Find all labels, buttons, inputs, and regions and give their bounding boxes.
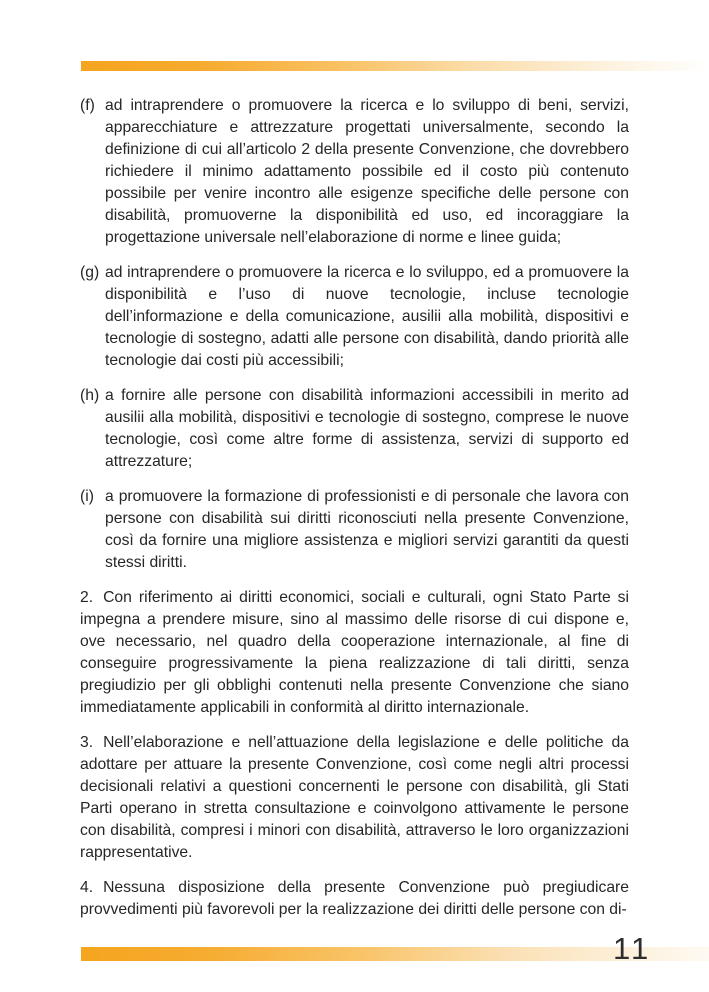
item-label: (g) (80, 264, 100, 281)
paragraph-number: 4. (80, 879, 94, 896)
top-decorative-bar (81, 61, 709, 71)
paragraph-number: 2. (80, 589, 94, 606)
item-text: ad intraprendere o promuovere la ricerca e lo sviluppo, ed a promuovere la disponibilità e l’uso di nuove tecnologie, incluse tecnologie dell’informazione e della comunicazione, ausilii alla mobilità, dispositivi e tecnologie di sostegno, adatti alle persone con disabilità, dando priorità alle tecnologie dai costi più accessibili; (105, 264, 629, 369)
item-text: a fornire alle persone con disabilità informazioni accessibili in merito ad ausilii alla mobilità, dispositivi e tecnologie di sostegno, comprese le nuove tecnologie, così come altre forme di assistenza, servizi di supporto ed attrezzature; (105, 387, 629, 470)
numbered-paragraph-4 (80, 877, 629, 921)
page-number: 11 (613, 931, 652, 966)
paragraph-number: 3. (80, 734, 94, 751)
numbered-paragraph-3 (80, 732, 629, 864)
item-label: (h) (80, 387, 100, 404)
lettered-item-h (80, 385, 629, 473)
lettered-item-i (80, 486, 629, 574)
paragraph-text: Nessuna disposizione della presente Convenzione può pregiudicare provvedimenti più favorevoli per la realizzazione dei diritti delle persone con di- (80, 879, 629, 918)
numbered-paragraph-2 (80, 587, 629, 719)
item-label: (f) (80, 97, 95, 114)
item-text: a promuovere la formazione di professionisti e di personale che lavora con persone con disabilità sui diritti riconosciuti nella presente Convenzione, così da fornire una migliore assistenza e migliori servizi garantiti da questi stessi diritti. (105, 488, 629, 571)
item-label: (i) (80, 488, 94, 505)
lettered-item-g (80, 262, 629, 372)
item-text: ad intraprendere o promuovere la ricerca e lo sviluppo di beni, servizi, apparecchiature e attrezzature progettati universalmente, secondo la definizione di cui all’articolo 2 della presente Convenzione, che dovrebbero richiedere il minimo adattamento possibile ed il costo più contenuto possibile per venire incontro alle esigenze specifiche delle persone con disabilità, promuoverne la disponibilità ed uso, ed incoraggiare la progettazione universale nell’elaborazione di norme e linee guida; (105, 97, 629, 246)
paragraph-text: Con riferimento ai diritti economici, sociali e culturali, ogni Stato Parte si impegna a prendere misure, sino al massimo delle risorse di cui dispone e, ove necessario, nel quadro della cooperazione internazionale, al fine di conseguire progressivamente la piena realizzazione di tali diritti, senza pregiudizio per gli obblighi contenuti nella presente Convenzione che siano immediatamente applicabili in conformità al diritto internazionale. (80, 589, 629, 716)
paragraph-text: Nell’elaborazione e nell’attuazione della legislazione e delle politiche da adottare per attuare la presente Convenzione, così come negli altri processi decisionali relativi a questioni concernenti le persone con disabilità, gli Stati Parti operano in stretta consultazione e coinvolgono attivamente le persone con disabilità, compresi i minori con disabilità, attraverso le loro organizzazioni rappresentative. (80, 734, 629, 861)
page-body-text (80, 95, 629, 921)
lettered-item-f (80, 95, 629, 249)
